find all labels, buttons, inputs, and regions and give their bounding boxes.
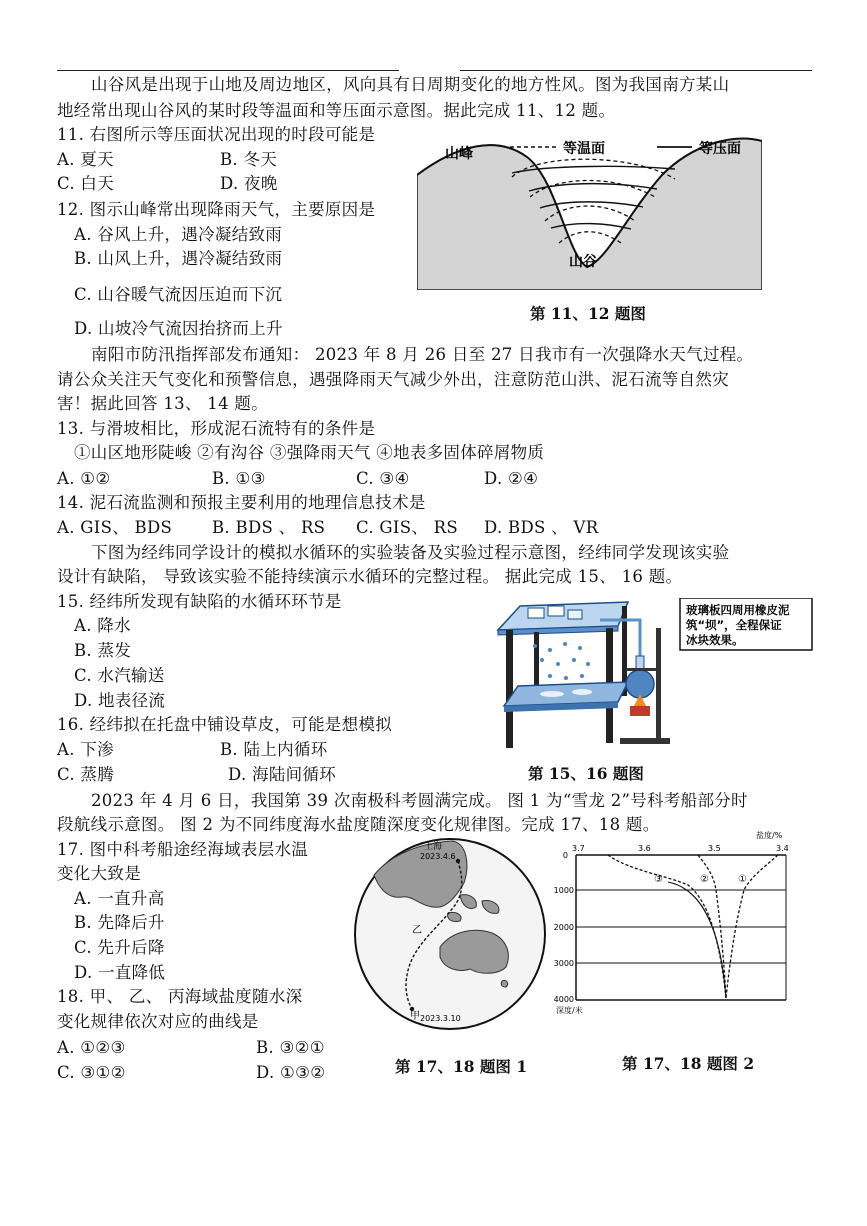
intro-2-line-3: 害！据此回答 13、 14 题。 bbox=[57, 394, 269, 413]
y-tick-0: 0 bbox=[562, 851, 568, 860]
y-tick-4: 4000 bbox=[553, 995, 574, 1004]
q14-stem: 14. 泥石流监测和预报主要利用的地理信息技术是 bbox=[57, 493, 426, 512]
q18-option-a: A. ①②③ bbox=[57, 1038, 126, 1057]
q17-option-b: B. 先降后升 bbox=[74, 913, 165, 932]
figure-2-caption: 第 15、16 题图 bbox=[528, 764, 644, 783]
route-date-bottom: 2023.3.10 bbox=[420, 1014, 461, 1023]
yi-label: 乙 bbox=[412, 925, 422, 936]
y-tick-3: 3000 bbox=[553, 959, 574, 968]
x-tick-1: 3.6 bbox=[638, 844, 651, 853]
q13-option-b: B. ①③ bbox=[212, 469, 266, 488]
header-rule-right bbox=[460, 70, 812, 71]
q18-stem-line-2: 变化规律依次对应的曲线是 bbox=[57, 1012, 259, 1031]
q12-option-c: C. 山谷暖气流因压迫而下沉 bbox=[74, 285, 283, 304]
q16-option-d: D. 海陆间循环 bbox=[228, 765, 337, 784]
q16-option-a: A. 下渗 bbox=[57, 740, 114, 759]
q11-stem: 11. 右图所示等压面状况出现的时段可能是 bbox=[57, 125, 376, 144]
q13-option-a: A. ①② bbox=[57, 469, 111, 488]
intro-4-line-1: 2023 年 4 月 6 日，我国第 39 次南极科考圆满完成。 图 1 为“雪龙 2”号科考船部分时 bbox=[91, 791, 748, 810]
salinity-depth-chart bbox=[548, 830, 803, 1025]
x-tick-2: 3.5 bbox=[708, 844, 721, 853]
valley-label: 山谷 bbox=[569, 254, 597, 270]
q16-option-c: C. 蒸腾 bbox=[57, 765, 115, 784]
q13-option-c: C. ③④ bbox=[356, 469, 410, 488]
q15-stem: 15. 经纬所发现有缺陷的水循环环节是 bbox=[57, 592, 342, 611]
peak-label: 山峰 bbox=[445, 146, 473, 162]
figure-4-caption: 第 17、18 题图 2 bbox=[622, 1054, 755, 1073]
q12-option-b: B. 山风上升，遇冷凝结致雨 bbox=[74, 249, 283, 268]
q13-stem: 13. 与滑坡相比，形成泥石流特有的条件是 bbox=[57, 419, 376, 438]
q17-option-c: C. 先升后降 bbox=[74, 938, 165, 957]
q16-stem: 16. 经纬拟在托盘中铺设草皮，可能是想模拟 bbox=[57, 715, 393, 734]
intro-2-line-1: 南阳市防汛指挥部发布通知： 2023 年 8 月 26 日至 27 日我市有一次强降水天气过程。 bbox=[91, 345, 754, 364]
legend-isotherm-label: 等温面 bbox=[563, 141, 605, 157]
q18-option-c: C. ③①② bbox=[57, 1063, 126, 1082]
q11-option-b: B. 冬天 bbox=[220, 150, 278, 169]
q17-stem-line-1: 17. 图中科考船途经海域表层水温 bbox=[57, 840, 309, 859]
y-tick-2: 2000 bbox=[553, 923, 574, 932]
q11-option-a: A. 夏天 bbox=[57, 150, 114, 169]
depth-axis-label: 深度/米 bbox=[556, 1006, 583, 1015]
y-tick-1: 1000 bbox=[553, 886, 574, 895]
note-line-2: 筑“坝”，全程保证 bbox=[686, 618, 782, 632]
note-line-1: 玻璃板四周用橡皮泥 bbox=[686, 603, 790, 617]
salinity-axis-label: 盐度/% bbox=[756, 831, 783, 840]
q15-option-d: D. 地表径流 bbox=[74, 691, 166, 710]
q17-option-d: D. 一直降低 bbox=[74, 963, 166, 982]
note-line-3: 冰块效果。 bbox=[686, 633, 744, 647]
q11-option-c: C. 白天 bbox=[57, 174, 115, 193]
q18-stem-line-1: 18. 甲、 乙、 丙海域盐度随水深 bbox=[57, 987, 303, 1006]
shanghai-label: 上海 bbox=[424, 842, 443, 852]
q18-option-d: D. ①③② bbox=[256, 1063, 326, 1082]
q18-option-b: B. ③②① bbox=[256, 1038, 325, 1057]
figure-3-caption: 第 17、18 题图 1 bbox=[395, 1057, 528, 1076]
jia-label: 甲 bbox=[410, 1011, 420, 1022]
figure-1-caption: 第 11、12 题图 bbox=[530, 304, 646, 323]
curve-label-2: ② bbox=[700, 874, 709, 885]
q14-option-a: A. GIS、 BDS bbox=[57, 518, 173, 537]
route-date-top: 2023.4.6 bbox=[420, 852, 456, 861]
q12-option-a: A. 谷风上升，遇冷凝结致雨 bbox=[74, 225, 283, 244]
q14-option-b: B. BDS 、 RS bbox=[212, 518, 326, 537]
q12-stem: 12. 图示山峰常出现降雨天气，主要原因是 bbox=[57, 200, 376, 219]
intro-4-line-2: 段航线示意图。 图 2 为不同纬度海水盐度随深度变化规律图。完成 17、18 题。 bbox=[57, 815, 660, 834]
globe-route-map bbox=[352, 835, 548, 1035]
intro-3-line-2: 设计有缺陷， 导致该实验不能持续演示水循环的完整过程。 据此完成 15、 16 题。 bbox=[57, 567, 683, 586]
q11-option-d: D. 夜晚 bbox=[220, 174, 278, 193]
x-tick-0: 3.7 bbox=[572, 844, 585, 853]
intro-1-line-2: 地经常出现山谷风的某时段等温面和等压面示意图。据此完成 11、12 题。 bbox=[57, 101, 616, 120]
intro-1-line-1: 山谷风是出现于山地及周边地区，风向具有日周期变化的地方性风。图为我国南方某山 bbox=[91, 75, 730, 94]
q17-stem-line-2: 变化大致是 bbox=[57, 864, 141, 883]
q12-option-d: D. 山坡冷气流因抬挤而上升 bbox=[74, 319, 283, 338]
water-cycle-experiment-figure bbox=[490, 598, 815, 750]
header-rule-left bbox=[57, 70, 399, 71]
q15-option-b: B. 蒸发 bbox=[74, 641, 132, 660]
q14-option-d: D. BDS 、 VR bbox=[484, 518, 599, 537]
curve-label-3: ③ bbox=[654, 874, 663, 885]
intro-3-line-1: 下图为经纬同学设计的模拟水循环的实验装备及实验过程示意图，经纬同学发现该实验 bbox=[91, 543, 730, 562]
q16-option-b: B. 陆上内循环 bbox=[220, 740, 328, 759]
q15-option-c: C. 水汽输送 bbox=[74, 666, 165, 685]
q14-option-c: C. GIS、 RS bbox=[356, 518, 458, 537]
q15-option-a: A. 降水 bbox=[74, 616, 131, 635]
curve-label-1: ① bbox=[738, 874, 747, 885]
mountain-valley-figure bbox=[417, 135, 762, 290]
intro-2-line-2: 请公众关注天气变化和预警信息，遇强降雨天气减少外出，注意防范山洪、泥石流等自然灾 bbox=[57, 370, 729, 389]
q13-conditions: ①山区地形陡峻 ②有沟谷 ③强降雨天气 ④地表多固体碎屑物质 bbox=[74, 443, 545, 462]
legend-isobar-label: 等压面 bbox=[699, 141, 741, 157]
q13-option-d: D. ②④ bbox=[484, 469, 539, 488]
x-tick-3: 3.4 bbox=[776, 844, 789, 853]
q17-option-a: A. 一直升高 bbox=[74, 889, 165, 908]
